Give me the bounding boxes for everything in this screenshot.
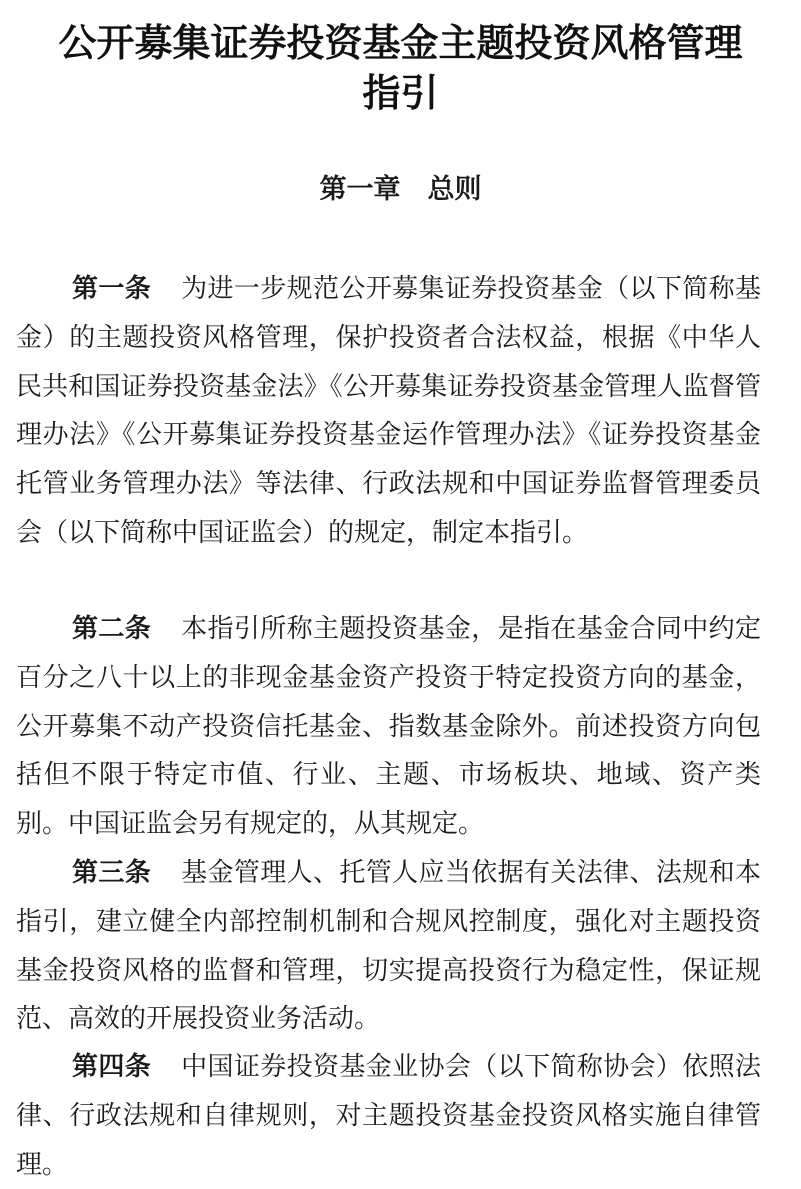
article-text-2: 本指引所称主题投资基金，是指在基金合同中约定百分之八十以上的非现金基金资产投资于特定投资方向的基金，公开募集不动产投资信托基金、指数基金除外。前述投资方向包括但不限于特定市值、行业、主题、市场板块、地域、资产类别。中国证监会另有规定的，从其规定。 (16, 614, 761, 840)
article-paragraph-4 (16, 1043, 761, 1189)
document-title-line-1: 公开募集证券投资基金主题投资风格管理 (58, 21, 743, 65)
article-label-4: 第四条 (72, 1052, 152, 1082)
article-paragraph-3 (16, 849, 761, 1044)
document-title-line-2: 指引 (362, 71, 439, 115)
article-text-4: 中国证券投资基金业协会（以下简称协会）依照法律、行政法规和自律规则，对主题投资基金投资风格实施自律管理。 (16, 1052, 761, 1180)
chapter-heading: 第一章 总则 (319, 174, 482, 205)
article-label-1: 第一条 (72, 274, 152, 304)
article-text-3: 基金管理人、托管人应当依据有关法律、法规和本指引，建立健全内部控制机制和合规风控制度，强化对主题投资基金投资风格的监督和管理，切实提高投资行为稳定性，保证规范、高效的开展投资业务活动。 (16, 858, 761, 1035)
article-label-3: 第三条 (72, 858, 152, 888)
article-paragraph-1 (16, 265, 761, 558)
article-label-2: 第二条 (72, 614, 152, 644)
article-paragraph-2 (16, 605, 761, 849)
article-text-1: 为进一步规范公开募集证券投资基金（以下简称基金）的主题投资风格管理，保护投资者合法权益，根据《中华人民共和国证券投资基金法》《公开募集证券投资基金管理人监督管理办法》《公开募集证券投资基金运作管理办法》《证券投资基金托管业务管理办法》等法律、行政法规和中国证券监督管理委员会（以下简称中国证监会）的规定，制定本指引。 (16, 274, 761, 548)
